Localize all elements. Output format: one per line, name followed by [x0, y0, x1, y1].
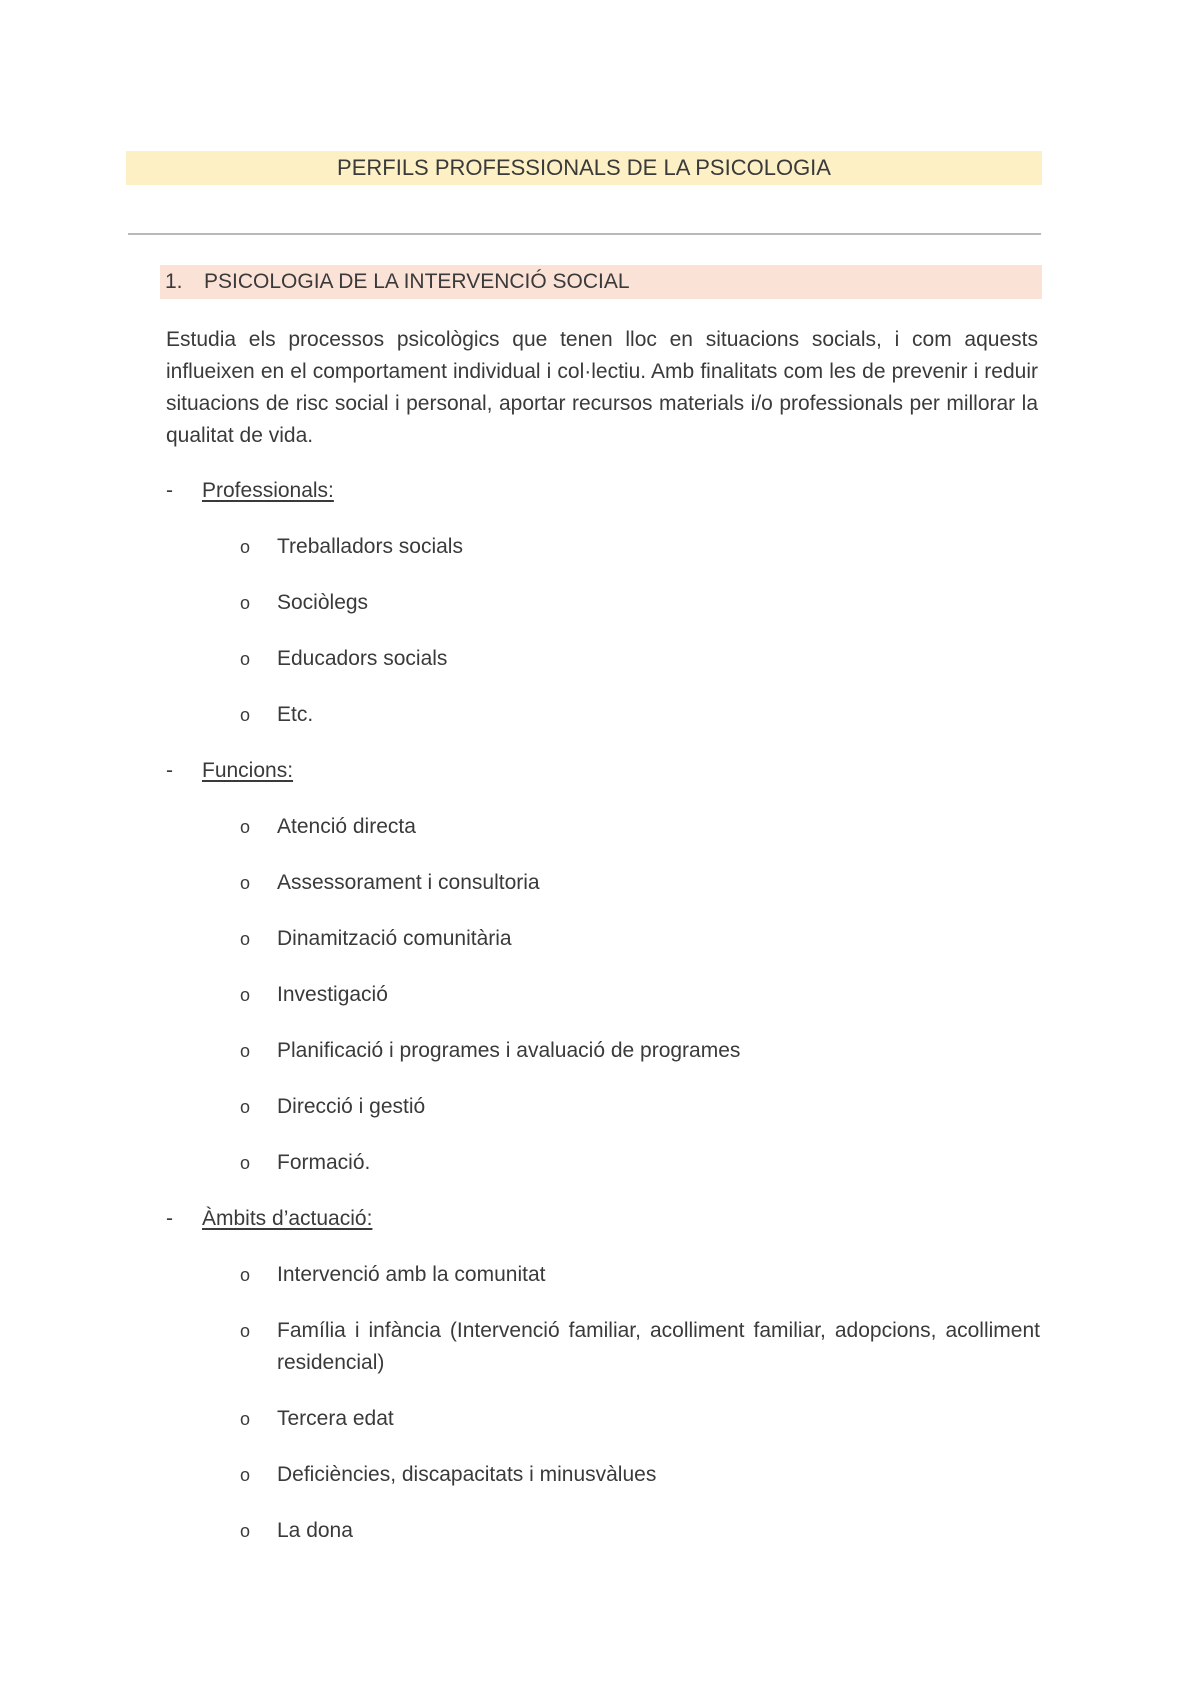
- circle-bullet: o: [240, 985, 251, 1005]
- list-item-text: Assessorament i consultoria: [277, 871, 540, 894]
- list-item-text: Treballadors socials: [277, 535, 463, 558]
- circle-bullet: o: [240, 817, 251, 837]
- group-label: Funcions:: [202, 759, 294, 782]
- section-heading-text: PSICOLOGIA DE LA INTERVENCIÓ SOCIAL: [204, 270, 630, 293]
- document-title: PERFILS PROFESSIONALS DE LA PSICOLOGIA: [126, 151, 1042, 185]
- list-item-text: Dinamització comunitària: [277, 927, 512, 950]
- list-item-text: Intervenció amb la comunitat: [277, 1263, 546, 1286]
- circle-bullet: o: [240, 873, 251, 893]
- circle-bullet: o: [240, 1097, 251, 1117]
- list-item-text: Deficiències, discapacitats i minusvàlues: [277, 1463, 657, 1486]
- section-intro-paragraph: Estudia els processos psicològics que tenen lloc en situacions socials, i com aquests influeixen en el comportament individual i col·lectiu. Amb finalitats com les de prevenir i reduir situacions de risc social i personal, aportar recursos materials i/o professionals per millorar la qualitat de vida.: [166, 328, 1038, 447]
- list-item-text: Direcció i gestió: [277, 1095, 426, 1118]
- circle-bullet: o: [240, 705, 251, 725]
- title-divider: [128, 233, 1041, 235]
- list-item-text: La dona: [277, 1519, 353, 1542]
- group-label: Àmbits d’actuació:: [202, 1207, 373, 1230]
- circle-bullet: o: [240, 1409, 251, 1429]
- circle-bullet: o: [240, 1153, 251, 1173]
- list-item-text: Planificació i programes i avaluació de programes: [277, 1039, 741, 1062]
- circle-bullet: o: [240, 1521, 251, 1541]
- list-item-text: Investigació: [277, 983, 388, 1006]
- list-item-text: Etc.: [277, 703, 314, 726]
- list-item-text: Sociòlegs: [277, 591, 369, 614]
- section-heading: [160, 265, 1042, 299]
- dash-bullet: -: [166, 1207, 173, 1230]
- section-number: 1.: [165, 270, 183, 293]
- circle-bullet: o: [240, 649, 251, 669]
- circle-bullet: o: [240, 537, 251, 557]
- list-item-text: Atenció directa: [277, 815, 416, 838]
- dash-bullet: -: [166, 479, 173, 502]
- circle-bullet: o: [240, 929, 251, 949]
- circle-bullet: o: [240, 1321, 251, 1341]
- group-label: Professionals:: [202, 479, 334, 502]
- circle-bullet: o: [240, 1465, 251, 1485]
- list-item-text: Tercera edat: [277, 1407, 394, 1430]
- dash-bullet: -: [166, 759, 173, 782]
- circle-bullet: o: [240, 1265, 251, 1285]
- list-item-text: Educadors socials: [277, 647, 448, 670]
- list-item-text: Formació.: [277, 1151, 371, 1174]
- list-item-text: Família i infància (Intervenció familiar, acolliment familiar, adopcions, acolliment residencial): [277, 1319, 1040, 1374]
- circle-bullet: o: [240, 1041, 251, 1061]
- circle-bullet: o: [240, 593, 251, 613]
